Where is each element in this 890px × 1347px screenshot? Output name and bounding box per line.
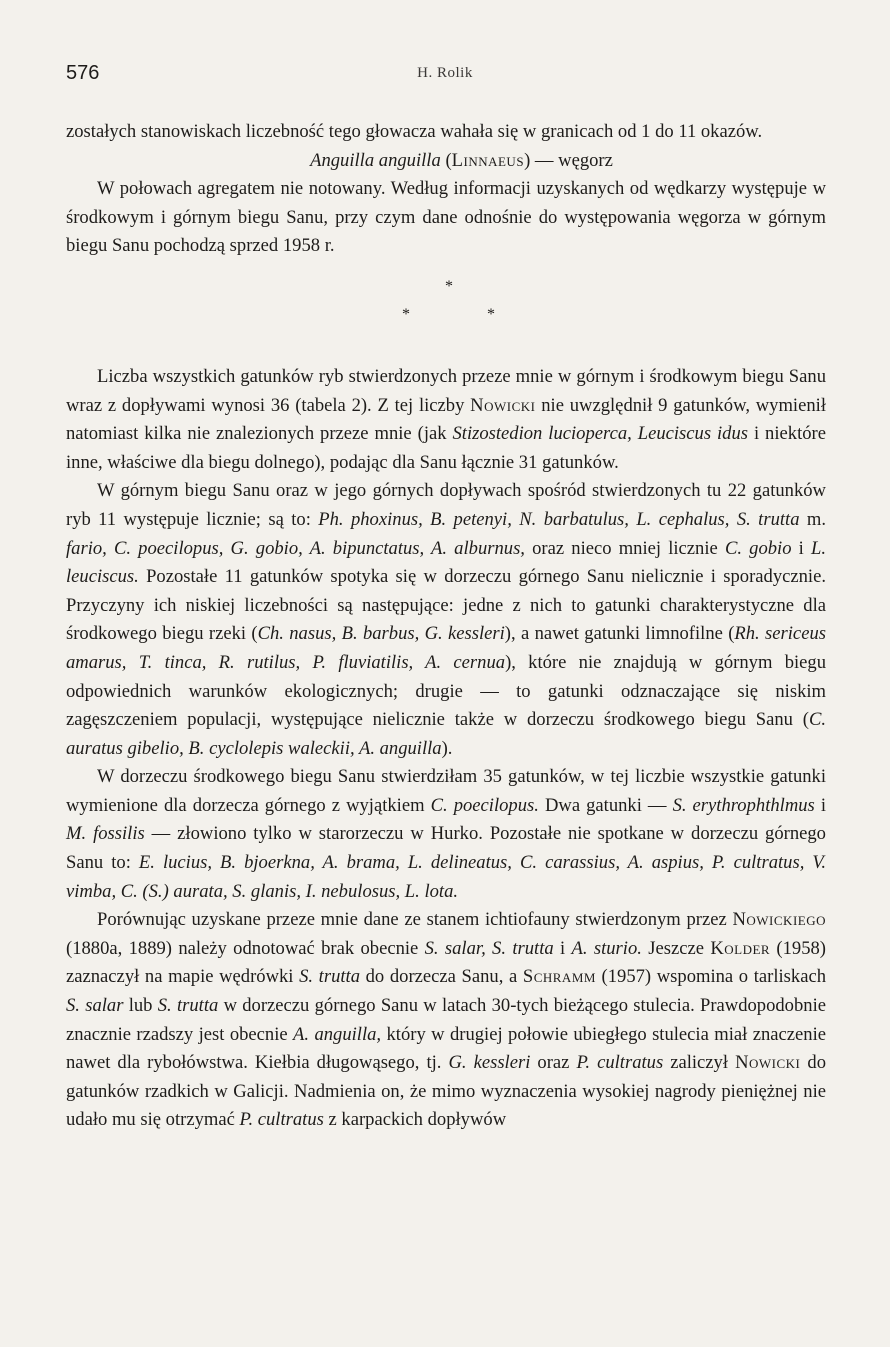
author-name: Nowickiego [732,909,826,931]
taxon-name: L. leuciscus. [66,537,827,588]
author-name: Nowicki [470,394,536,416]
taxon-name: P. cultratus [576,1052,664,1074]
species-taxon: Anguilla anguilla [310,149,441,171]
text-run: Porównując uzyskane przeze mnie dane ze stanem ichtiofauny stwierdzonym przez [97,909,733,931]
taxon-name: Rh. sericeus amarus, T. tinca, R. rutilus, P. fluviatilis, A. cernua [66,623,826,673]
text-run: i [553,937,572,959]
taxon-name: C. auratus gibelio, B. cyclolepis waleckii, A. anguilla [66,709,826,759]
text-run: zaliczył [663,1052,736,1074]
text-run: oraz nieco mniej licznie [524,537,725,559]
text-run: do dorzecza Sanu, a [360,966,523,988]
author-name: Kolder [710,937,771,959]
text-run: Liczba wszystkich gatunków ryb stwierdzonych przeze mnie w górnym i środkowym biegu Sanu wraz z dopływami wynosi 36 (tabela 2). Z tej liczby [66,365,826,416]
taxon-name: G. kessleri [448,1052,531,1074]
text-run: który w drugiej połowie ubiegłego stulecia miał znaczenie nawet dla rybołówstwa. Kiełbia długowąsego, tj. [66,1023,826,1074]
taxon-name: Ph. phoxinus, B. petenyi, N. barbatulus, L. cephalus, S. trutta [318,508,800,530]
text-run: z karpackich dopływów [323,1109,507,1131]
text-run: oraz [530,1052,577,1074]
text-run: Jeszcze [641,937,711,959]
text-run: (1958) zaznaczył na mapie wędrówki [66,937,826,988]
taxon-name: M. fossilis [66,823,145,845]
text-run: W dorzeczu środkowego biegu Sanu stwierdziłam 35 gatunków, w tej liczbie wszystkie gatunki wymienione dla dorzecza górnego z wyjątkiem [66,766,826,816]
paragraph-3 [66,363,826,477]
species-common-name: węgorz [558,149,613,171]
text-run: i niektóre inne, właściwe dla biegu dolnego), podając dla Sanu łącznie 31 gatunków. [66,423,826,473]
text-run: do gatunków rzadkich w Galicji. Nadmienia on, że mimo wyznaczenia wysokiej nagrody pieniężnej nie udało mu się otrzymać [66,1052,826,1131]
taxon-name: E. lucius, B. bjoerkna, A. brama, L. delineatus, C. carassius, A. aspius, P. cultratus, V. vimba, C. (S.) aurata, S. glanis, I. nebulosus, L. lota. [66,852,826,902]
paragraph-6 [66,906,826,1135]
paragraph-5 [66,763,826,906]
species-heading [66,147,826,176]
text-run: Pozostałe 11 gatunków spotyka się w dorzeczu górnego Sanu nielicznie i sporadycznie. Przyczyny ich niskiej liczebności są następujące: jedne z nich to gatunki charakterystyczne dla środkowego biegu rzeki ( [66,566,826,645]
taxon-name: C. gobio [724,537,792,559]
taxon-name: C. poecilopus. [430,794,539,816]
text-run: (1880a, 1889) należy odnotować brak obecnie [66,937,425,959]
species-author-close: ) [524,149,531,171]
taxon-name: S. trutta [157,995,219,1017]
text-run: Dwa gatunki — [538,794,673,816]
paragraph-2: W połowach agregatem nie notowany. Według informacji uzyskanych od wędkarzy występuje w środkowym i górnym biegu Sanu, przy czym dane odnośnie do występowania węgorza w górnym biegu Sanu pochodzą sprzed 1958 r. [66,178,826,257]
taxon-name: S. trutta [299,966,361,988]
star-icon: * [402,305,410,323]
text-run: nie uwzględnił 9 gatunków, wymienił natomiast kilka nie znalezionych przeze mnie (jak [66,394,826,445]
taxon-name: S. erythrophthlmus [672,794,815,816]
taxon-name: S. salar, S. trutta [424,937,554,959]
taxon-name: A. anguilla, [293,1023,382,1045]
text-run: (1957) wspomina o tarliskach [595,966,827,988]
taxon-name: A. sturio. [571,937,642,959]
species-author-open: ( [445,149,452,171]
taxon-name: Ch. nasus, B. barbus, G. kessleri [257,623,505,645]
text-run: ). [441,737,453,759]
paragraph-4 [66,477,826,763]
author-name: Nowicki [735,1052,801,1074]
text-run: i [791,537,812,559]
star-icon: * [445,277,453,295]
author-name: Schramm [522,966,596,988]
text-run: i [814,794,826,816]
text-run: ), a nawet gatunki limnofilne ( [504,623,735,645]
taxon-name: S. salar [66,995,124,1017]
taxon-name: fario, C. poecilopus, G. gobio, A. bipunctatus, A. alburnus, [66,537,525,559]
body-text [66,118,826,1135]
paragraph-1: zostałych stanowiskach liczebność tego głowacza wahała się w granicach od 1 do 11 okazów. [66,121,763,142]
page-header [66,62,824,88]
text-run: w dorzeczu górnego Sanu w latach 30-tych bieżącego stulecia. Prawdopodobnie znacznie rzadszy jest obecnie [66,995,826,1045]
section-separator [66,271,826,341]
page-number: 576 [66,62,100,84]
star-icon: * [487,305,495,323]
running-head: H. Rolik [417,65,473,81]
text-run: lub [123,995,158,1017]
species-separator: — [530,149,559,171]
text-run: m. [799,508,827,530]
text-run: — złowiono tylko w starorzeczu w Hurko. Pozostałe nie spotkane w dorzeczu górnego Sanu to: [66,823,826,874]
text-run: ), które nie znajdują w górnym biegu odpowiednich warunków ekologicznych; drugie — to gatunki odznaczające się niskim zagęszczeniem populacji, występujące nielicznie także w dorzeczu środkowego biegu Sanu ( [66,651,826,731]
taxon-name: P. cultratus [239,1109,324,1131]
taxon-name: Stizostedion lucioperca, Leuciscus idus [452,423,748,445]
species-author: Linnaeus [451,149,525,171]
text-run: W górnym biegu Sanu oraz w jego górnych dopływach spośród stwierdzonych tu 22 gatunków ryb 11 występuje licznie; są to: [66,480,826,530]
